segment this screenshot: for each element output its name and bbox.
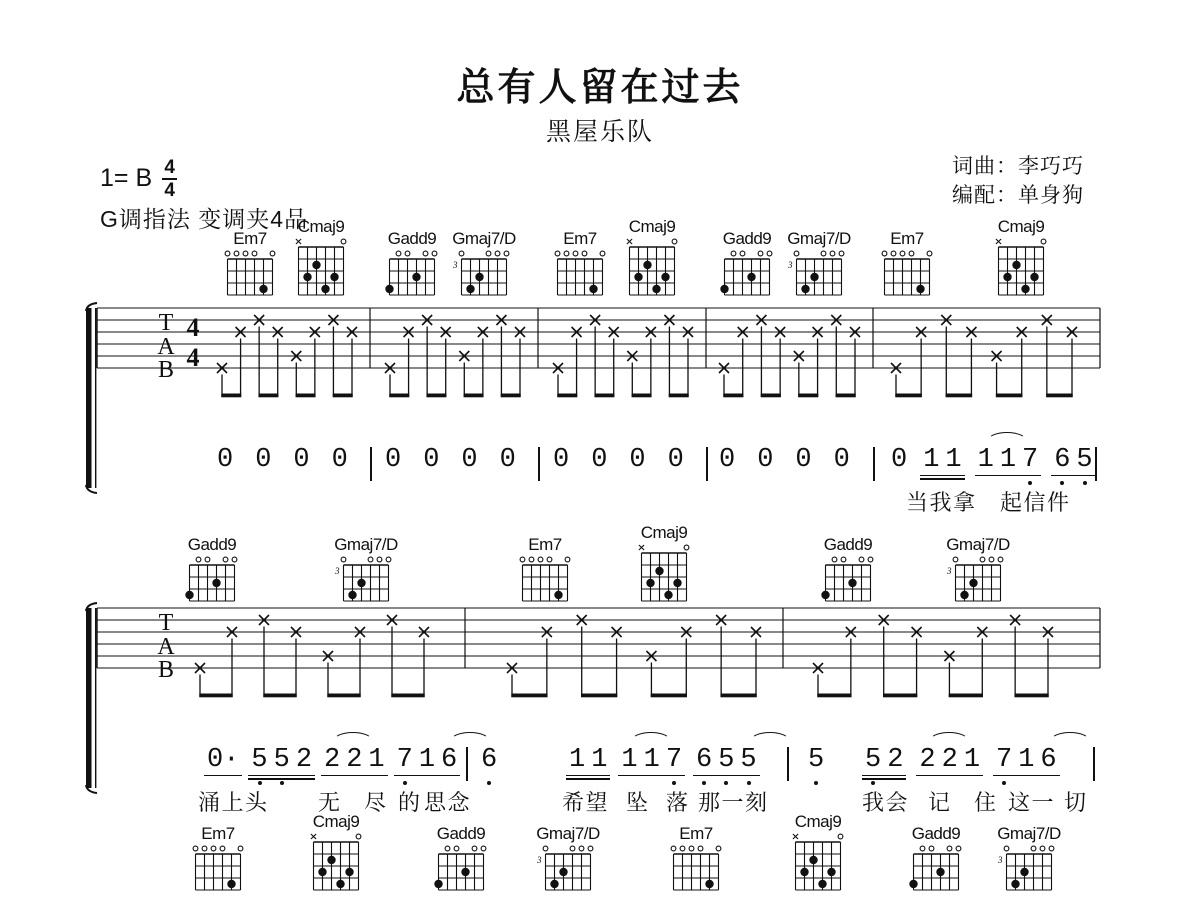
chord-grid bbox=[946, 555, 1010, 603]
lyric-syllable: 当我拿 bbox=[906, 490, 977, 515]
chord-label: Em7 bbox=[679, 824, 713, 843]
melody-note: 7 bbox=[663, 746, 685, 775]
octave-dot bbox=[724, 781, 728, 785]
melody-barline bbox=[1093, 747, 1095, 781]
chord-grid bbox=[536, 844, 600, 892]
melody-measure bbox=[862, 746, 1060, 776]
melody-note: 5 bbox=[862, 746, 884, 775]
melody-note: 0 bbox=[891, 445, 908, 475]
beam-group bbox=[716, 446, 738, 475]
credit-arranger: 编配：单身狗 bbox=[952, 184, 1084, 207]
beam-group bbox=[862, 746, 906, 776]
chord-diagram bbox=[536, 824, 600, 897]
octave-dot bbox=[1060, 481, 1064, 485]
melody-note: 0 bbox=[217, 445, 234, 475]
melody-note: 1 bbox=[591, 745, 608, 775]
chord-diagram bbox=[715, 229, 779, 302]
melody-note: 0 bbox=[667, 445, 684, 475]
svg-text:A: A bbox=[157, 634, 175, 660]
octave-dot bbox=[1028, 481, 1032, 485]
svg-text:A: A bbox=[157, 334, 175, 360]
beam-group bbox=[693, 746, 760, 776]
chord-diagram bbox=[620, 217, 684, 302]
melody-measure bbox=[716, 446, 853, 475]
beam-group bbox=[920, 446, 964, 476]
beam-group bbox=[248, 746, 315, 776]
lyric-syllable: 那一刻 bbox=[698, 790, 769, 815]
chord-diagram bbox=[380, 229, 444, 302]
melody-note: 6 bbox=[438, 746, 460, 775]
octave-dot bbox=[672, 781, 676, 785]
chord-label: Gmaj7/D bbox=[946, 535, 1010, 554]
melody-note: 0 bbox=[629, 445, 646, 475]
chord-label: Gmaj7/D bbox=[334, 535, 398, 554]
chord-diagram bbox=[429, 824, 493, 897]
time-top: 4 bbox=[164, 157, 175, 178]
melody-note: 0 bbox=[591, 445, 608, 475]
lyric-syllable: 尽 bbox=[364, 790, 388, 815]
lyric-syllable: 起信件 bbox=[1000, 490, 1071, 515]
key-signature bbox=[100, 158, 177, 200]
chord-diagram bbox=[786, 812, 850, 897]
fingering-note: G调指法 变调夹4品 bbox=[100, 206, 309, 232]
beam-group bbox=[329, 446, 351, 475]
melody-note: 6 bbox=[1037, 746, 1059, 775]
lyric-syllable: 我会 bbox=[862, 790, 910, 815]
chord-grid bbox=[180, 555, 244, 603]
chord-label: Cmaj9 bbox=[794, 812, 842, 831]
chord-diagram bbox=[304, 812, 368, 897]
chord-grid bbox=[429, 844, 493, 892]
chord-diagram bbox=[632, 523, 696, 608]
lyric-syllable: 切 bbox=[1064, 790, 1088, 815]
svg-text:3: 3 bbox=[998, 855, 1003, 865]
lyric-syllable: 这一 bbox=[1008, 790, 1056, 815]
melody-note: 6 bbox=[693, 746, 715, 775]
melody-note: 0 bbox=[719, 445, 736, 475]
octave-dot bbox=[280, 781, 284, 785]
second-beam-line bbox=[862, 778, 906, 780]
chord-grid bbox=[620, 237, 684, 297]
time-bottom: 4 bbox=[164, 179, 175, 201]
beam-group bbox=[290, 446, 312, 475]
beam-group bbox=[754, 446, 776, 475]
chord-grid bbox=[218, 249, 282, 297]
melody-note: 2 bbox=[916, 746, 938, 775]
chord-label: Cmaj9 bbox=[640, 523, 688, 542]
chord-diagram bbox=[946, 535, 1010, 608]
melody-measure bbox=[805, 746, 827, 775]
tab-staff bbox=[0, 302, 1200, 408]
chord-grid bbox=[452, 249, 516, 297]
chord-diagram bbox=[289, 217, 353, 302]
melody-note: 2 bbox=[941, 745, 958, 775]
melody-note: 0 bbox=[293, 445, 310, 475]
melody-note: 5 bbox=[805, 746, 827, 775]
beam-group bbox=[975, 446, 1042, 476]
melody-note: 5 bbox=[737, 746, 759, 775]
beam-group bbox=[382, 446, 404, 475]
chord-diagram bbox=[334, 535, 398, 608]
beam-group bbox=[458, 446, 480, 475]
svg-text:3: 3 bbox=[788, 260, 793, 270]
chord-label: Gadd9 bbox=[187, 535, 237, 554]
tab-staff bbox=[0, 602, 1200, 708]
octave-dot bbox=[487, 781, 491, 785]
chord-label: Gmaj7/D bbox=[452, 229, 516, 248]
chord-grid bbox=[786, 832, 850, 892]
lyric-syllable: 坠 bbox=[626, 790, 650, 815]
melody-note: 1 bbox=[975, 446, 997, 475]
chord-grid bbox=[904, 844, 968, 892]
melody-note: 2 bbox=[295, 745, 313, 775]
svg-text:4: 4 bbox=[186, 343, 200, 372]
chord-label: Em7 bbox=[528, 535, 562, 554]
tie-arc bbox=[750, 732, 790, 750]
melody-note: 1 bbox=[368, 745, 385, 775]
second-beam-line bbox=[566, 778, 610, 780]
lyric-syllable: 住 bbox=[974, 790, 998, 815]
melody-note: 6 bbox=[1051, 446, 1073, 475]
octave-dot bbox=[747, 781, 751, 785]
lyric-syllable: 记 bbox=[928, 790, 952, 815]
melody-barline bbox=[873, 447, 875, 481]
chord-grid bbox=[875, 249, 939, 297]
chord-grid bbox=[816, 555, 880, 603]
chord-label: Cmaj9 bbox=[312, 812, 360, 831]
svg-text:B: B bbox=[157, 657, 175, 683]
melody-note: 0 bbox=[461, 445, 478, 475]
beam-group bbox=[550, 446, 572, 475]
octave-dot bbox=[258, 781, 262, 785]
credits bbox=[952, 152, 1084, 210]
melody-barline bbox=[466, 747, 468, 781]
beam-group bbox=[321, 746, 388, 776]
melody-note: 2 bbox=[346, 745, 363, 775]
melody-note: 5 bbox=[1073, 446, 1095, 475]
melody-barline bbox=[370, 447, 372, 481]
melody-note: 0 bbox=[499, 445, 516, 475]
svg-text:3: 3 bbox=[537, 855, 542, 865]
second-beam-line bbox=[920, 478, 964, 480]
melody-note: 0 bbox=[423, 445, 440, 475]
lyric-syllable: 的 bbox=[398, 790, 422, 815]
melody-note: 1 bbox=[569, 745, 586, 775]
lyric-syllable: 无 bbox=[318, 790, 342, 815]
melody-measure bbox=[888, 446, 1096, 476]
chord-label: Gadd9 bbox=[823, 535, 873, 554]
chord-diagram bbox=[513, 535, 577, 608]
melody-note: 0 bbox=[795, 445, 812, 475]
chord-grid bbox=[664, 844, 728, 892]
song-title: 总有人留在过去 bbox=[456, 67, 744, 109]
beam-group bbox=[626, 446, 648, 475]
beam-group bbox=[831, 446, 853, 475]
melody-note: 0 bbox=[833, 445, 850, 475]
chord-label: Em7 bbox=[233, 229, 267, 248]
beam-group bbox=[566, 746, 610, 776]
beam-group bbox=[204, 746, 242, 776]
beam-group bbox=[665, 446, 687, 475]
melody-note: 6 bbox=[478, 746, 500, 775]
melody-note: 1 bbox=[945, 445, 962, 475]
melody-note: 1 bbox=[999, 445, 1017, 475]
chord-grid bbox=[380, 249, 444, 297]
beam-group bbox=[214, 446, 236, 475]
melody-note: 0 bbox=[331, 445, 348, 475]
chord-grid bbox=[715, 249, 779, 297]
svg-text:B: B bbox=[157, 357, 175, 383]
svg-text:3: 3 bbox=[947, 566, 952, 576]
melody-barline bbox=[706, 447, 708, 481]
melody-measure bbox=[214, 446, 351, 475]
svg-text:3: 3 bbox=[335, 566, 340, 576]
svg-text:4: 4 bbox=[186, 313, 200, 342]
melody-measure bbox=[204, 746, 460, 776]
lyric-syllable: 思念 bbox=[424, 790, 472, 815]
second-beam-line bbox=[248, 778, 315, 780]
chord-diagram bbox=[548, 229, 612, 302]
chord-diagram bbox=[218, 229, 282, 302]
beam-group bbox=[478, 746, 500, 775]
beam-group bbox=[394, 746, 461, 776]
key-label: 1= B bbox=[100, 164, 153, 193]
chord-label: Gadd9 bbox=[911, 824, 961, 843]
chord-grid bbox=[787, 249, 851, 297]
melody-note: 1 bbox=[1018, 745, 1035, 775]
chord-label: Em7 bbox=[201, 824, 235, 843]
chord-label: Em7 bbox=[563, 229, 597, 248]
chord-diagram bbox=[787, 229, 851, 302]
chord-grid bbox=[186, 844, 250, 892]
chord-label: Gadd9 bbox=[722, 229, 772, 248]
chord-grid bbox=[989, 237, 1053, 297]
chord-diagram bbox=[186, 824, 250, 897]
chord-label: Cmaj9 bbox=[997, 217, 1045, 236]
chord-grid bbox=[548, 249, 612, 297]
octave-dot bbox=[871, 781, 875, 785]
svg-text:T: T bbox=[158, 310, 174, 336]
chord-label: Em7 bbox=[890, 229, 924, 248]
tie-arc bbox=[1050, 732, 1090, 750]
chord-diagram bbox=[664, 824, 728, 897]
melody-measure bbox=[382, 446, 519, 475]
chord-diagram bbox=[816, 535, 880, 608]
chord-label: Gmaj7/D bbox=[787, 229, 851, 248]
beam-group bbox=[497, 446, 519, 475]
lyric-syllable: 涌上头 bbox=[198, 790, 269, 815]
beam-group bbox=[420, 446, 442, 475]
melody-measure bbox=[566, 746, 760, 776]
chord-grid bbox=[334, 555, 398, 603]
artist-name: 黑屋乐队 bbox=[545, 118, 654, 146]
chord-grid bbox=[632, 543, 696, 603]
chord-label: Cmaj9 bbox=[297, 217, 345, 236]
octave-dot bbox=[814, 781, 818, 785]
melody-note: 0 bbox=[385, 445, 402, 475]
credit-lyricist: 词曲：李巧巧 bbox=[952, 155, 1084, 178]
beam-group bbox=[916, 746, 983, 776]
beam-group bbox=[1051, 446, 1095, 476]
melody-measure bbox=[478, 746, 500, 775]
octave-dot bbox=[1002, 781, 1006, 785]
beam-group bbox=[792, 446, 814, 475]
melody-note: 7 bbox=[394, 746, 416, 775]
melody-note: 1 bbox=[418, 745, 436, 775]
chord-diagram bbox=[180, 535, 244, 608]
melody-note: 0· bbox=[207, 745, 240, 775]
melody-note: 5 bbox=[271, 746, 293, 775]
octave-dot bbox=[403, 781, 407, 785]
time-signature-fraction bbox=[162, 158, 177, 200]
melody-note: 2 bbox=[321, 746, 343, 775]
beam-group bbox=[618, 746, 685, 776]
svg-text:3: 3 bbox=[453, 260, 458, 270]
melody-barline bbox=[787, 747, 789, 781]
melody-note: 0 bbox=[553, 445, 570, 475]
melody-note: 0 bbox=[757, 445, 774, 475]
chord-grid bbox=[289, 237, 353, 297]
melody-note: 1 bbox=[618, 746, 640, 775]
beam-group bbox=[993, 746, 1060, 776]
chord-diagram bbox=[989, 217, 1053, 302]
octave-dot bbox=[702, 781, 706, 785]
chord-label: Gadd9 bbox=[387, 229, 437, 248]
chord-label: Gadd9 bbox=[436, 824, 486, 843]
melody-barline bbox=[538, 447, 540, 481]
melody-note: 7 bbox=[1019, 446, 1041, 475]
melody-note: 1 bbox=[643, 745, 660, 775]
chord-label: Gmaj7/D bbox=[997, 824, 1061, 843]
melody-note: 5 bbox=[715, 746, 737, 775]
beam-group bbox=[588, 446, 610, 475]
beam-group bbox=[805, 746, 827, 775]
chord-grid bbox=[304, 832, 368, 892]
melody-note: 2 bbox=[887, 745, 904, 775]
lyric-syllable: 落 bbox=[666, 790, 690, 815]
svg-text:T: T bbox=[158, 610, 174, 636]
chord-diagram bbox=[875, 229, 939, 302]
melody-note: 1 bbox=[923, 445, 940, 475]
melody-note: 5 bbox=[248, 746, 270, 775]
chord-grid bbox=[997, 844, 1061, 892]
melody-note: 7 bbox=[993, 746, 1015, 775]
chord-diagram bbox=[452, 229, 516, 302]
melody-note: 1 bbox=[963, 745, 981, 775]
chord-label: Gmaj7/D bbox=[536, 824, 600, 843]
beam-group bbox=[252, 446, 274, 475]
lyric-syllable: 希望 bbox=[562, 790, 610, 815]
chord-grid bbox=[513, 555, 577, 603]
melody-barline bbox=[1095, 447, 1097, 481]
chord-diagram bbox=[997, 824, 1061, 897]
melody-note: 0 bbox=[255, 445, 272, 475]
chord-diagram bbox=[904, 824, 968, 897]
chord-label: Cmaj9 bbox=[628, 217, 676, 236]
melody-measure bbox=[550, 446, 687, 475]
beam-group bbox=[888, 446, 910, 475]
octave-dot bbox=[1083, 481, 1087, 485]
